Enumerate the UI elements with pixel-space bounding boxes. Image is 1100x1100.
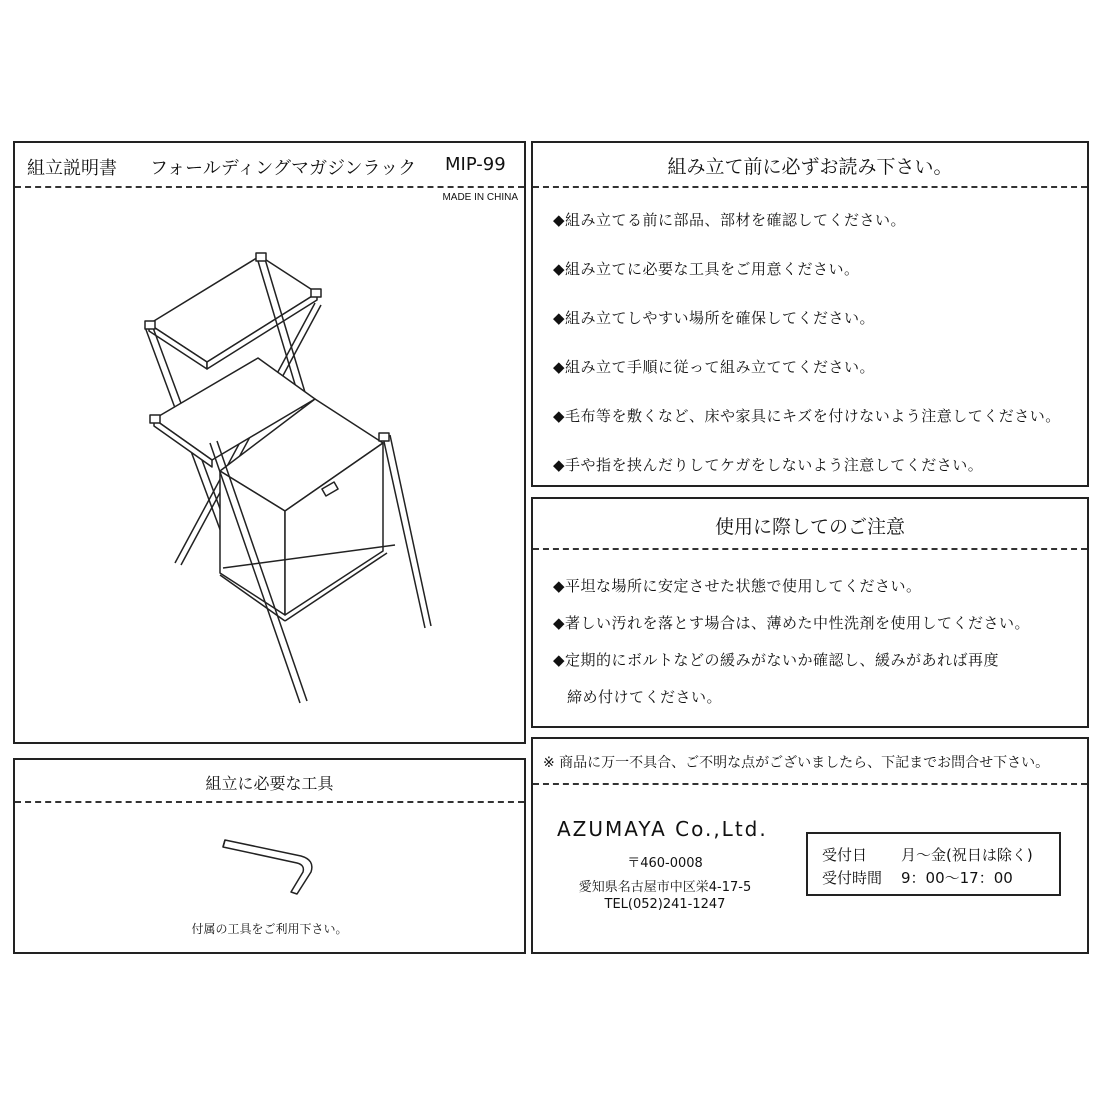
tools-note: 付属の工具をご利用下さい。 [191, 922, 348, 936]
model-number: MIP-99 [445, 154, 506, 175]
caution-heading: 使用に際してのご注意 [714, 516, 905, 538]
telephone: TEL(052)241-1247 [604, 897, 726, 912]
list-item: ◆組み立てる前に部品、部材を確認してください。 [553, 211, 907, 229]
reception-days-label: 受付日 [822, 846, 868, 864]
product-name: フォールディングマガジンラック [150, 158, 417, 179]
reception-hours-box [806, 832, 1061, 896]
postal-code: 〒460-0008 [627, 856, 703, 871]
contact-panel [531, 737, 1089, 954]
read-header [533, 143, 1087, 188]
caution-header [533, 499, 1087, 550]
magazine-rack-illustration [15, 143, 524, 742]
document-title: 組立説明書 [27, 158, 117, 179]
list-item: ◆組み立てに必要な工具をご用意ください。 [553, 260, 860, 278]
read-list [553, 209, 1079, 503]
list-item: ◆組み立て手順に従って組み立ててください。 [553, 358, 876, 376]
list-item: ◆手や指を挟んだりしてケガをしないよう注意してください。 [553, 456, 984, 474]
usage-caution-panel [531, 497, 1089, 728]
reception-hours-label: 受付時間 [822, 869, 883, 887]
read-before-assembly-panel [531, 141, 1089, 487]
list-item: ◆平坦な場所に安定させた状態で使用してください。 [553, 577, 922, 595]
list-item: ◆組み立てしやすい場所を確保してください。 [553, 309, 876, 327]
list-item: ◆定期的にボルトなどの緩みがないか確認し、緩みがあれば再度 [553, 651, 1000, 669]
company-name: AZUMAYA Co.,Ltd. [557, 817, 768, 841]
reception-days: 月～金(祝日は除く) [901, 846, 1033, 864]
origin-label: MADE IN CHINA [442, 192, 518, 203]
tools-panel [13, 758, 526, 954]
list-item: ◆毛布等を敷くなど、床や家具にキズを付けないよう注意してください。 [553, 407, 1061, 425]
contact-header [533, 739, 1087, 785]
hex-key-icon [215, 832, 325, 902]
tools-header [15, 760, 524, 803]
address: 愛知県名古屋市中区栄4-17-5 [578, 880, 752, 895]
list-item: ◆著しい汚れを落とす場合は、薄めた中性洗剤を使用してください。 [553, 614, 1031, 632]
product-panel [13, 141, 526, 744]
list-item: 締め付けてください。 [567, 688, 723, 706]
tools-heading: 組立に必要な工具 [205, 774, 334, 793]
read-heading: 組み立て前に必ずお読み下さい。 [667, 156, 953, 178]
contact-notice: ※ 商品に万一不具合、ご不明な点がございましたら、下記までお問合せ下さい。 [543, 755, 1050, 771]
reception-hours: 9：00～17：00 [901, 869, 1013, 887]
caution-list [553, 575, 1079, 723]
